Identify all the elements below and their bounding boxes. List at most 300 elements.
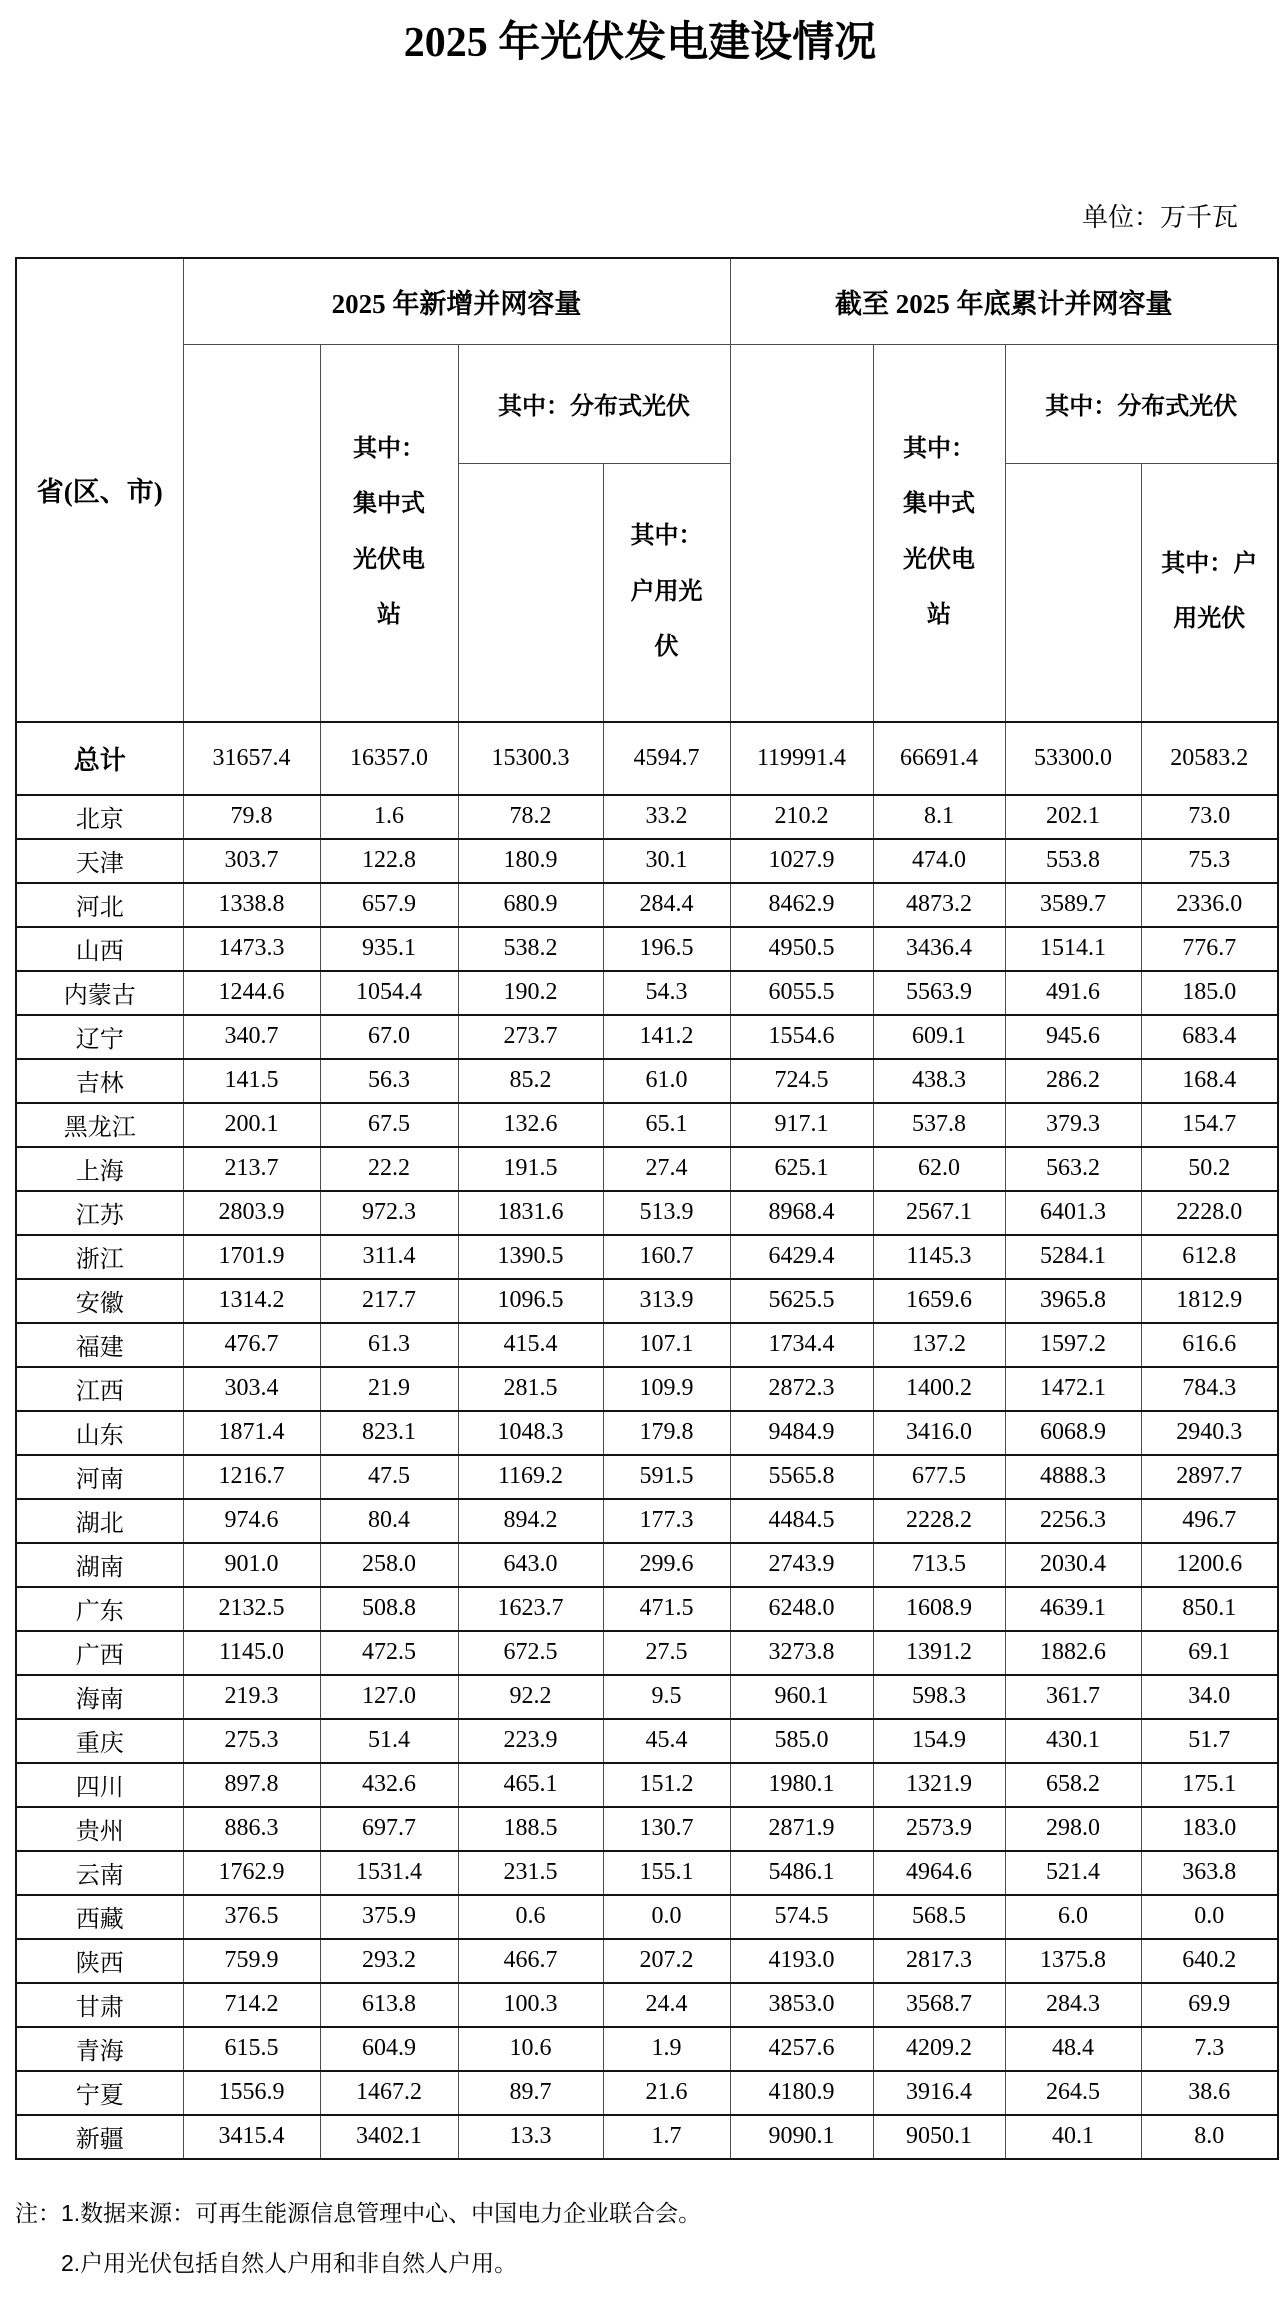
value-cell: 1400.2	[873, 1367, 1005, 1411]
province-cell: 黑龙江	[16, 1103, 183, 1147]
value-cell: 180.9	[458, 839, 603, 883]
table-row	[16, 1543, 1278, 1587]
value-cell: 4888.3	[1005, 1455, 1141, 1499]
value-cell: 697.7	[320, 1807, 458, 1851]
value-cell: 972.3	[320, 1191, 458, 1235]
value-cell: 303.4	[183, 1367, 320, 1411]
value-cell: 474.0	[873, 839, 1005, 883]
subheader-distributed-cumulative: 其中：分布式光伏	[1005, 344, 1278, 463]
value-cell: 9050.1	[873, 2115, 1005, 2159]
table-row	[16, 1499, 1278, 1543]
province-cell: 重庆	[16, 1719, 183, 1763]
table-row	[16, 1587, 1278, 1631]
value-cell: 137.2	[873, 1323, 1005, 1367]
value-cell: 2897.7	[1141, 1455, 1278, 1499]
value-cell: 1812.9	[1141, 1279, 1278, 1323]
value-cell: 80.4	[320, 1499, 458, 1543]
table-row	[16, 1807, 1278, 1851]
value-cell: 179.8	[603, 1411, 730, 1455]
value-cell: 1531.4	[320, 1851, 458, 1895]
value-cell: 6401.3	[1005, 1191, 1141, 1235]
value-cell: 20583.2	[1141, 722, 1278, 795]
value-cell: 168.4	[1141, 1059, 1278, 1103]
total-label-cell: 总计	[16, 722, 183, 795]
group-header-cumulative: 截至 2025 年底累计并网容量	[730, 258, 1278, 345]
province-cell: 河南	[16, 1455, 183, 1499]
province-cell: 浙江	[16, 1235, 183, 1279]
footnotes	[15, 2188, 1280, 2288]
value-cell: 48.4	[1005, 2027, 1141, 2071]
value-cell: 2228.0	[1141, 1191, 1278, 1235]
value-cell: 1659.6	[873, 1279, 1005, 1323]
value-cell: 21.9	[320, 1367, 458, 1411]
value-cell: 1338.8	[183, 883, 320, 927]
value-cell: 658.2	[1005, 1763, 1141, 1807]
value-cell: 154.7	[1141, 1103, 1278, 1147]
value-cell: 1701.9	[183, 1235, 320, 1279]
value-cell: 61.0	[603, 1059, 730, 1103]
value-cell: 47.5	[320, 1455, 458, 1499]
value-cell: 30.1	[603, 839, 730, 883]
value-cell: 513.9	[603, 1191, 730, 1235]
value-cell: 672.5	[458, 1631, 603, 1675]
value-cell: 175.1	[1141, 1763, 1278, 1807]
value-cell: 935.1	[320, 927, 458, 971]
blank-header-cell	[458, 463, 603, 722]
pv-capacity-table	[15, 257, 1279, 2160]
table-row	[16, 1851, 1278, 1895]
table-row	[16, 1983, 1278, 2027]
province-cell: 海南	[16, 1675, 183, 1719]
value-cell: 65.1	[603, 1103, 730, 1147]
value-cell: 299.6	[603, 1543, 730, 1587]
value-cell: 1216.7	[183, 1455, 320, 1499]
value-cell: 9.5	[603, 1675, 730, 1719]
value-cell: 177.3	[603, 1499, 730, 1543]
value-cell: 109.9	[603, 1367, 730, 1411]
value-cell: 298.0	[1005, 1807, 1141, 1851]
value-cell: 2228.2	[873, 1499, 1005, 1543]
table-row	[16, 927, 1278, 971]
value-cell: 31657.4	[183, 722, 320, 795]
value-cell: 6068.9	[1005, 1411, 1141, 1455]
value-cell: 376.5	[183, 1895, 320, 1939]
value-cell: 563.2	[1005, 1147, 1141, 1191]
value-cell: 61.3	[320, 1323, 458, 1367]
value-cell: 3916.4	[873, 2071, 1005, 2115]
table-row	[16, 2027, 1278, 2071]
value-cell: 643.0	[458, 1543, 603, 1587]
note-text-2: 2.户用光伏包括自然人户用和非自然人户用。	[61, 2249, 518, 2276]
value-cell: 4873.2	[873, 883, 1005, 927]
value-cell: 2573.9	[873, 1807, 1005, 1851]
province-cell: 安徽	[16, 1279, 183, 1323]
value-cell: 491.6	[1005, 971, 1141, 1015]
province-cell: 甘肃	[16, 1983, 183, 2027]
value-cell: 471.5	[603, 1587, 730, 1631]
value-cell: 67.5	[320, 1103, 458, 1147]
province-cell: 江苏	[16, 1191, 183, 1235]
value-cell: 1.7	[603, 2115, 730, 2159]
blank-header-cell	[183, 344, 320, 722]
table-row	[16, 2071, 1278, 2115]
value-cell: 130.7	[603, 1807, 730, 1851]
province-cell: 陕西	[16, 1939, 183, 1983]
value-cell: 0.6	[458, 1895, 603, 1939]
value-cell: 1473.3	[183, 927, 320, 971]
value-cell: 92.2	[458, 1675, 603, 1719]
value-cell: 141.2	[603, 1015, 730, 1059]
value-cell: 894.2	[458, 1499, 603, 1543]
value-cell: 311.4	[320, 1235, 458, 1279]
value-cell: 4180.9	[730, 2071, 873, 2115]
value-cell: 1514.1	[1005, 927, 1141, 971]
value-cell: 53300.0	[1005, 722, 1141, 795]
value-cell: 1623.7	[458, 1587, 603, 1631]
value-cell: 5563.9	[873, 971, 1005, 1015]
value-cell: 823.1	[320, 1411, 458, 1455]
value-cell: 24.4	[603, 1983, 730, 2027]
value-cell: 293.2	[320, 1939, 458, 1983]
value-cell: 38.6	[1141, 2071, 1278, 2115]
value-cell: 432.6	[320, 1763, 458, 1807]
province-cell: 广西	[16, 1631, 183, 1675]
value-cell: 897.8	[183, 1763, 320, 1807]
value-cell: 850.1	[1141, 1587, 1278, 1631]
table-row	[16, 1895, 1278, 1939]
province-cell: 北京	[16, 795, 183, 839]
value-cell: 16357.0	[320, 722, 458, 795]
value-cell: 141.5	[183, 1059, 320, 1103]
table-row	[16, 1763, 1278, 1807]
value-cell: 5486.1	[730, 1851, 873, 1895]
value-cell: 1831.6	[458, 1191, 603, 1235]
value-cell: 1.9	[603, 2027, 730, 2071]
value-cell: 379.3	[1005, 1103, 1141, 1147]
value-cell: 677.5	[873, 1455, 1005, 1499]
note-prefix: 注：	[15, 2199, 61, 2226]
value-cell: 303.7	[183, 839, 320, 883]
header-row-groups	[16, 258, 1278, 345]
value-cell: 8.0	[1141, 2115, 1278, 2159]
value-cell: 430.1	[1005, 1719, 1141, 1763]
value-cell: 22.2	[320, 1147, 458, 1191]
value-cell: 67.0	[320, 1015, 458, 1059]
value-cell: 4484.5	[730, 1499, 873, 1543]
value-cell: 2743.9	[730, 1543, 873, 1587]
value-cell: 9090.1	[730, 2115, 873, 2159]
table-row	[16, 1103, 1278, 1147]
value-cell: 40.1	[1005, 2115, 1141, 2159]
value-cell: 313.9	[603, 1279, 730, 1323]
table-row	[16, 1455, 1278, 1499]
value-cell: 1200.6	[1141, 1543, 1278, 1587]
value-cell: 160.7	[603, 1235, 730, 1279]
value-cell: 219.3	[183, 1675, 320, 1719]
value-cell: 538.2	[458, 927, 603, 971]
value-cell: 15300.3	[458, 722, 603, 795]
table-row	[16, 1323, 1278, 1367]
value-cell: 33.2	[603, 795, 730, 839]
value-cell: 1027.9	[730, 839, 873, 883]
value-cell: 51.4	[320, 1719, 458, 1763]
subheader-household-cumulative-label: 其中：户用光伏	[1161, 550, 1258, 633]
province-cell: 贵州	[16, 1807, 183, 1851]
value-cell: 2872.3	[730, 1367, 873, 1411]
value-cell: 210.2	[730, 795, 873, 839]
value-cell: 3853.0	[730, 1983, 873, 2027]
value-cell: 284.3	[1005, 1983, 1141, 2027]
value-cell: 286.2	[1005, 1059, 1141, 1103]
value-cell: 223.9	[458, 1719, 603, 1763]
value-cell: 363.8	[1141, 1851, 1278, 1895]
blank-header-cell	[730, 344, 873, 722]
value-cell: 1980.1	[730, 1763, 873, 1807]
value-cell: 9484.9	[730, 1411, 873, 1455]
value-cell: 5625.5	[730, 1279, 873, 1323]
value-cell: 188.5	[458, 1807, 603, 1851]
value-cell: 1391.2	[873, 1631, 1005, 1675]
value-cell: 886.3	[183, 1807, 320, 1851]
value-cell: 69.1	[1141, 1631, 1278, 1675]
value-cell: 1467.2	[320, 2071, 458, 2115]
subheader-central-new	[320, 344, 458, 722]
value-cell: 183.0	[1141, 1807, 1278, 1851]
value-cell: 1096.5	[458, 1279, 603, 1323]
value-cell: 69.9	[1141, 1983, 1278, 2027]
value-cell: 50.2	[1141, 1147, 1278, 1191]
subheader-household-cumulative	[1141, 463, 1278, 722]
value-cell: 508.8	[320, 1587, 458, 1631]
province-cell: 湖北	[16, 1499, 183, 1543]
value-cell: 0.0	[1141, 1895, 1278, 1939]
value-cell: 1472.1	[1005, 1367, 1141, 1411]
province-cell: 湖南	[16, 1543, 183, 1587]
value-cell: 521.4	[1005, 1851, 1141, 1895]
province-cell: 吉林	[16, 1059, 183, 1103]
table-row	[16, 1719, 1278, 1763]
value-cell: 27.5	[603, 1631, 730, 1675]
value-cell: 1145.0	[183, 1631, 320, 1675]
value-cell: 537.8	[873, 1103, 1005, 1147]
value-cell: 0.0	[603, 1895, 730, 1939]
value-cell: 945.6	[1005, 1015, 1141, 1059]
value-cell: 960.1	[730, 1675, 873, 1719]
value-cell: 415.4	[458, 1323, 603, 1367]
value-cell: 1244.6	[183, 971, 320, 1015]
province-cell: 山西	[16, 927, 183, 971]
value-cell: 21.6	[603, 2071, 730, 2115]
value-cell: 776.7	[1141, 927, 1278, 971]
province-cell: 福建	[16, 1323, 183, 1367]
table-row	[16, 1235, 1278, 1279]
value-cell: 2871.9	[730, 1807, 873, 1851]
value-cell: 1608.9	[873, 1587, 1005, 1631]
value-cell: 6248.0	[730, 1587, 873, 1631]
table-row	[16, 883, 1278, 927]
value-cell: 585.0	[730, 1719, 873, 1763]
value-cell: 657.9	[320, 883, 458, 927]
subheader-household-new-label: 其中：户用光伏	[630, 523, 703, 660]
value-cell: 683.4	[1141, 1015, 1278, 1059]
value-cell: 4209.2	[873, 2027, 1005, 2071]
value-cell: 3273.8	[730, 1631, 873, 1675]
value-cell: 680.9	[458, 883, 603, 927]
value-cell: 625.1	[730, 1147, 873, 1191]
value-cell: 476.7	[183, 1323, 320, 1367]
province-cell: 广东	[16, 1587, 183, 1631]
value-cell: 472.5	[320, 1631, 458, 1675]
value-cell: 613.8	[320, 1983, 458, 2027]
group-header-new: 2025 年新增并网容量	[183, 258, 730, 345]
value-cell: 6429.4	[730, 1235, 873, 1279]
value-cell: 6055.5	[730, 971, 873, 1015]
province-cell: 辽宁	[16, 1015, 183, 1059]
value-cell: 3436.4	[873, 927, 1005, 971]
value-cell: 217.7	[320, 1279, 458, 1323]
value-cell: 62.0	[873, 1147, 1005, 1191]
value-cell: 200.1	[183, 1103, 320, 1147]
total-row	[16, 722, 1278, 795]
value-cell: 191.5	[458, 1147, 603, 1191]
value-cell: 85.2	[458, 1059, 603, 1103]
value-cell: 196.5	[603, 927, 730, 971]
province-cell: 上海	[16, 1147, 183, 1191]
note-line-2	[15, 2238, 1280, 2288]
note-line-1	[15, 2188, 1280, 2238]
value-cell: 4257.6	[730, 2027, 873, 2071]
value-cell: 127.0	[320, 1675, 458, 1719]
value-cell: 640.2	[1141, 1939, 1278, 1983]
value-cell: 917.1	[730, 1103, 873, 1147]
value-cell: 3416.0	[873, 1411, 1005, 1455]
value-cell: 2817.3	[873, 1939, 1005, 1983]
value-cell: 2256.3	[1005, 1499, 1141, 1543]
value-cell: 340.7	[183, 1015, 320, 1059]
province-cell: 山东	[16, 1411, 183, 1455]
value-cell: 609.1	[873, 1015, 1005, 1059]
value-cell: 714.2	[183, 1983, 320, 2027]
value-cell: 8462.9	[730, 883, 873, 927]
value-cell: 2132.5	[183, 1587, 320, 1631]
province-cell: 新疆	[16, 2115, 183, 2159]
header-row-sub	[16, 344, 1278, 463]
value-cell: 1734.4	[730, 1323, 873, 1367]
value-cell: 8.1	[873, 795, 1005, 839]
value-cell: 5565.8	[730, 1455, 873, 1499]
value-cell: 759.9	[183, 1939, 320, 1983]
value-cell: 284.4	[603, 883, 730, 927]
subheader-distributed-new: 其中：分布式光伏	[458, 344, 730, 463]
value-cell: 34.0	[1141, 1675, 1278, 1719]
value-cell: 901.0	[183, 1543, 320, 1587]
table-row	[16, 1059, 1278, 1103]
table-row	[16, 1631, 1278, 1675]
value-cell: 107.1	[603, 1323, 730, 1367]
value-cell: 89.7	[458, 2071, 603, 2115]
value-cell: 1554.6	[730, 1015, 873, 1059]
value-cell: 264.5	[1005, 2071, 1141, 2115]
subheader-central-cumulative-label: 其中：集中式光伏电站	[903, 436, 975, 628]
value-cell: 574.5	[730, 1895, 873, 1939]
value-cell: 258.0	[320, 1543, 458, 1587]
value-cell: 1597.2	[1005, 1323, 1141, 1367]
value-cell: 79.8	[183, 795, 320, 839]
value-cell: 2567.1	[873, 1191, 1005, 1235]
value-cell: 4950.5	[730, 927, 873, 971]
value-cell: 438.3	[873, 1059, 1005, 1103]
province-cell: 四川	[16, 1763, 183, 1807]
value-cell: 724.5	[730, 1059, 873, 1103]
table-row	[16, 1015, 1278, 1059]
value-cell: 3402.1	[320, 2115, 458, 2159]
value-cell: 1.6	[320, 795, 458, 839]
value-cell: 1054.4	[320, 971, 458, 1015]
value-cell: 27.4	[603, 1147, 730, 1191]
value-cell: 100.3	[458, 1983, 603, 2027]
table-row	[16, 1411, 1278, 1455]
value-cell: 10.6	[458, 2027, 603, 2071]
table-row	[16, 839, 1278, 883]
province-cell: 青海	[16, 2027, 183, 2071]
table-row	[16, 971, 1278, 1015]
subheader-central-cumulative	[873, 344, 1005, 722]
value-cell: 185.0	[1141, 971, 1278, 1015]
value-cell: 1321.9	[873, 1763, 1005, 1807]
table-row	[16, 1675, 1278, 1719]
value-cell: 151.2	[603, 1763, 730, 1807]
value-cell: 1169.2	[458, 1455, 603, 1499]
value-cell: 56.3	[320, 1059, 458, 1103]
province-cell: 云南	[16, 1851, 183, 1895]
province-cell: 内蒙古	[16, 971, 183, 1015]
value-cell: 231.5	[458, 1851, 603, 1895]
value-cell: 591.5	[603, 1455, 730, 1499]
value-cell: 66691.4	[873, 722, 1005, 795]
value-cell: 1882.6	[1005, 1631, 1141, 1675]
value-cell: 1556.9	[183, 2071, 320, 2115]
value-cell: 1314.2	[183, 1279, 320, 1323]
value-cell: 1375.8	[1005, 1939, 1141, 1983]
value-cell: 45.4	[603, 1719, 730, 1763]
value-cell: 122.8	[320, 839, 458, 883]
value-cell: 1145.3	[873, 1235, 1005, 1279]
value-cell: 1390.5	[458, 1235, 603, 1279]
value-cell: 4193.0	[730, 1939, 873, 1983]
value-cell: 281.5	[458, 1367, 603, 1411]
value-cell: 13.3	[458, 2115, 603, 2159]
value-cell: 2803.9	[183, 1191, 320, 1235]
value-cell: 132.6	[458, 1103, 603, 1147]
province-cell: 天津	[16, 839, 183, 883]
value-cell: 615.5	[183, 2027, 320, 2071]
value-cell: 713.5	[873, 1543, 1005, 1587]
province-cell: 西藏	[16, 1895, 183, 1939]
value-cell: 4964.6	[873, 1851, 1005, 1895]
value-cell: 4594.7	[603, 722, 730, 795]
value-cell: 1048.3	[458, 1411, 603, 1455]
note-text-1: 1.数据来源：可再生能源信息管理中心、中国电力企业联合会。	[61, 2199, 702, 2226]
value-cell: 275.3	[183, 1719, 320, 1763]
table-row	[16, 2115, 1278, 2159]
value-cell: 598.3	[873, 1675, 1005, 1719]
value-cell: 202.1	[1005, 795, 1141, 839]
value-cell: 5284.1	[1005, 1235, 1141, 1279]
value-cell: 3965.8	[1005, 1279, 1141, 1323]
table-row	[16, 795, 1278, 839]
value-cell: 6.0	[1005, 1895, 1141, 1939]
value-cell: 190.2	[458, 971, 603, 1015]
